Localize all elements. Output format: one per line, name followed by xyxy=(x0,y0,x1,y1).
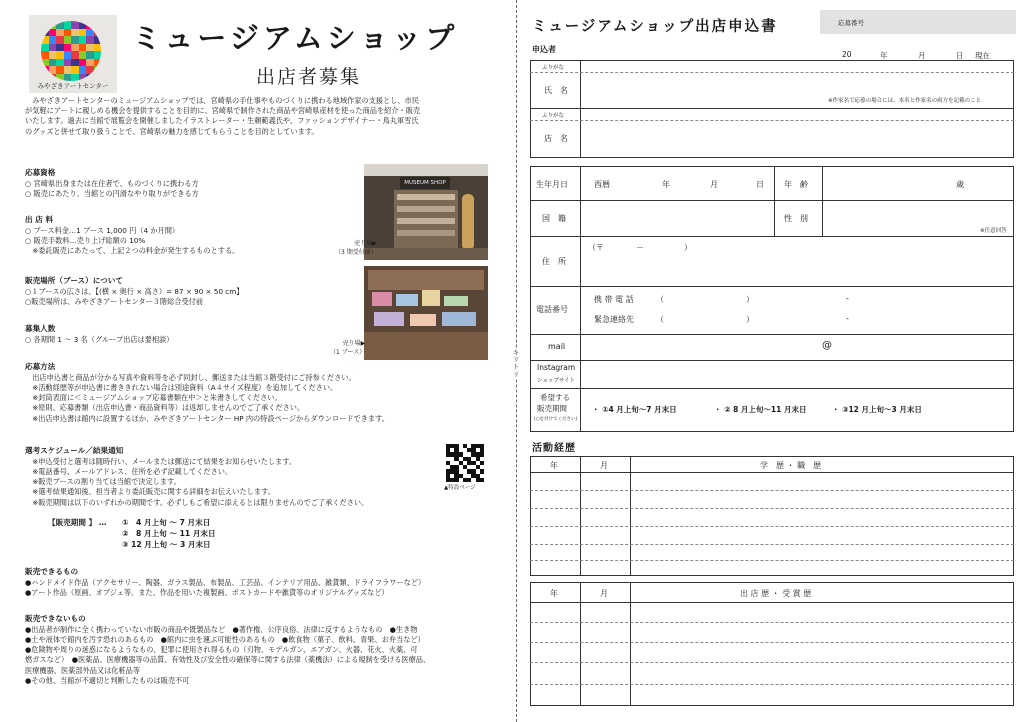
exhibit-awards-header: 出 店 歴 ・ 受 賞 歴 xyxy=(740,589,812,598)
education-career-table xyxy=(530,456,1014,576)
period-label-2: 販売期間 xyxy=(537,404,567,413)
name-label: 氏 名 xyxy=(544,86,568,95)
form-title: ミュージアムショップ出店申込書 xyxy=(532,19,778,35)
name-note: ※作家名で応募の場合には、本名と作家名の両方を記載のこと xyxy=(828,98,982,104)
address-label: 住 所 xyxy=(542,257,566,266)
instagram-label: Instagram xyxy=(537,363,576,372)
cannot-sell-section: 販売できないもの ●出品者が制作に全く携わっていない市販の商品や既製品など ●著作権、公序良俗、法律に反するようなもの ●生き物 ●土や液体で館内を汚す恐れのあるもの ●館内に虫を運ぶ可能性のあるもの ●飲食物（菓子、飲料、青果、お弁当など） ●危険物や周りの迷惑になるようなもの、犯罪に使用され得るもの（刃物、モデルガン、エアガン、火器、花火、火薬、可 燃ガスなど） ●医薬品、医療機器等の品質、有効性及び安全性の確保等に関する法律（薬機法）による規制を受ける医療品、 医療機器、医薬部外品又は化粧品等 ●その他、当館が不適切と判断したものは販売不可 xyxy=(25,614,431,685)
history-career-header: 学 歴 ・ 職 歴 xyxy=(760,461,822,470)
period-option-2[interactable]: ・ ② 8 月上旬～11 月末日 xyxy=(714,405,807,414)
activity-title: 活動経歴 xyxy=(532,443,576,454)
photo2-caption: 売り場▶ （1 ブース） xyxy=(330,340,366,356)
address-postal: （〒 － ） xyxy=(588,243,692,252)
date-year: 年 xyxy=(880,51,888,60)
gender-label: 性 別 xyxy=(784,214,808,223)
furigana-label-name: ふりがな xyxy=(542,65,565,71)
application-number-field[interactable] xyxy=(820,10,1016,34)
logo-text: みやざきアートセンター xyxy=(37,82,109,90)
birth-day: 日 xyxy=(756,180,764,189)
birth-era: 西暦 xyxy=(594,180,610,189)
shop-site-label: ショップサイト xyxy=(537,378,576,384)
intro-paragraph: みやざきアートセンターのミュージアムショップでは、宮崎県の手仕事やものづくりに携わる地域作家の支援とし、市民 が気軽にアートに親しめる機会を提供することを目的に、宮崎県で制作された商品や宮崎県産材を使った商品を紹介・販売 いたします。過去に当館で展覧会を開催しましたイラストレーター・生頼範義氏や、ファッションデザイナー・鳥丸軍雪氏 のグッズと併せて取り扱うことで、宮崎県の魅力を感じてもらうことを目的としています。 xyxy=(25,96,421,136)
birth-label: 生年月日 xyxy=(536,180,568,189)
cut-line-label: キリトリ xyxy=(512,350,519,379)
nationality-label: 国 籍 xyxy=(542,214,566,223)
exhibit-year-header: 年 xyxy=(550,589,558,598)
furigana-label-shop: ふりがな xyxy=(542,113,565,119)
qr-caption: ▲特設ページ xyxy=(444,485,476,491)
fee-section: 出 店 料 ○ ブース料金…1 ブース 1,000 円（4 か月間） ○ 販売手数料…売り上げ総額の 10% ※委託販売にあたって、上記２つの料金が発生するものとする。 xyxy=(25,215,240,256)
date-year-prefix: 20 xyxy=(842,50,852,59)
exhibition-awards-table xyxy=(530,582,1014,706)
birth-month: 月 xyxy=(710,180,718,189)
photo1-caption: 売り場▶ （3 期受付前） xyxy=(335,240,377,256)
mail-at-sign: @ xyxy=(822,340,832,351)
flyer-title: ミュージアムショップ xyxy=(132,21,459,55)
qr-code[interactable] xyxy=(446,444,484,482)
schedule-section: 選考スケジュール／結果通知 ※申込受付と選考は随時行い、メールまたは郵送にて結果をお知らせいたします。 ※電話番号、メールアドレス、住所を必ず記載してください。 ※販売ブースの割り当ては当館で決定します。 ※選考結果通知後、担当者より委託販売に関する詳細をお伝えいたします。 ※販売期間は以下のいずれかの期間です。必ずしもご希望に添えるとは限りませんのでご了承ください。 xyxy=(25,446,369,507)
age-unit: 歳 xyxy=(956,180,964,189)
period-option-1[interactable]: ・ ①4 月上旬～7 月末日 xyxy=(592,405,677,414)
recruit-count-section: 募集人数 ○ 各期間 1 ～ 3 名（グループ出店は要相談） xyxy=(25,324,174,344)
date-current: 現在 xyxy=(975,51,990,60)
application-number-label: 応募番号 xyxy=(838,19,864,27)
age-label: 年 齢 xyxy=(784,180,808,189)
mobile-label: 携 帯 電 話 xyxy=(594,295,634,304)
history-month-header: 月 xyxy=(600,461,608,470)
application-method-section: 応募方法 出店申込書と商品が分かる写真や資料等を必ず同封し、郵送または当館３階受付にご持参ください。 ※活動経歴等が申込書に書ききれない場合は別途資料（A４サイズ程度）を追加してください。 ※封筒表面に＜ミュージアムショップ応募書類在中＞と朱書きしてください。 ※原則、応募書類（出店申込書・商品資料等）は返却しませんのでご了承ください。 ※出店申込書は館内に設置するほか、みやざきアートセンター HP 内の特設ページからダウンロードできます。 xyxy=(25,362,389,423)
shop-name-input[interactable] xyxy=(581,121,1013,157)
shop-sign: MUSEUM SHOP xyxy=(400,177,450,189)
applicant-label: 申込者 xyxy=(532,45,556,54)
gender-note: ※任意回答 xyxy=(980,228,1007,234)
mosaic-heart-icon xyxy=(41,21,101,81)
period-label-1: 希望する xyxy=(540,393,570,402)
mail-label: mail xyxy=(548,342,566,351)
date-day: 日 xyxy=(956,51,964,60)
flyer-subtitle: 出店者募集 xyxy=(256,66,362,88)
history-year-header: 年 xyxy=(550,461,558,470)
booth-section: 販売場所（ブース）について ○１ブースの広さは、【(横 × 奥行 × 高さ）= 87 × 90 × 50 cm】 ○販売場所は、みやざきアートセンター３階総合受付前 xyxy=(25,276,244,306)
shop-name-label: 店 名 xyxy=(544,134,568,143)
shop-photo-booth xyxy=(364,266,488,360)
can-sell-section: 販売できるもの ●ハンドメイド作品（アクセサリー、陶器、ガラス製品、布製品、工芸品、インテリア用品、雑貨類、ドライフラワーなど） ●アート作品（原画、オブジェ等。また、作品を用いた複製画、ポストカードや雑貨等のオリジナルグッズなど） xyxy=(25,567,426,597)
art-center-logo xyxy=(29,15,117,93)
sales-period-list: ① 4 月上旬 ～ 7 月末日 ② 8 月上旬 ～ 11 月末日 ③ 12 月上旬 ～ 3 月末日 xyxy=(122,518,216,549)
shop-photo-front xyxy=(364,164,488,260)
eligibility-section: 応募資格 ○ 宮崎県出身または在住者で、ものづくりに携わる方 ○ 販売にあたり、当館との円滑なやり取りができる方 xyxy=(25,168,199,198)
phone-label: 電話番号 xyxy=(536,305,568,314)
emergency-label: 緊急連絡先 xyxy=(594,315,634,324)
period-option-3[interactable]: ・ ③12 月上旬～3 月末日 xyxy=(832,405,922,414)
exhibit-month-header: 月 xyxy=(600,589,608,598)
period-label-note: (○を付けてください) xyxy=(534,417,578,422)
sales-period-label: 【販売期間 】 … xyxy=(48,518,107,527)
birth-year: 年 xyxy=(662,180,670,189)
date-month: 月 xyxy=(918,51,926,60)
